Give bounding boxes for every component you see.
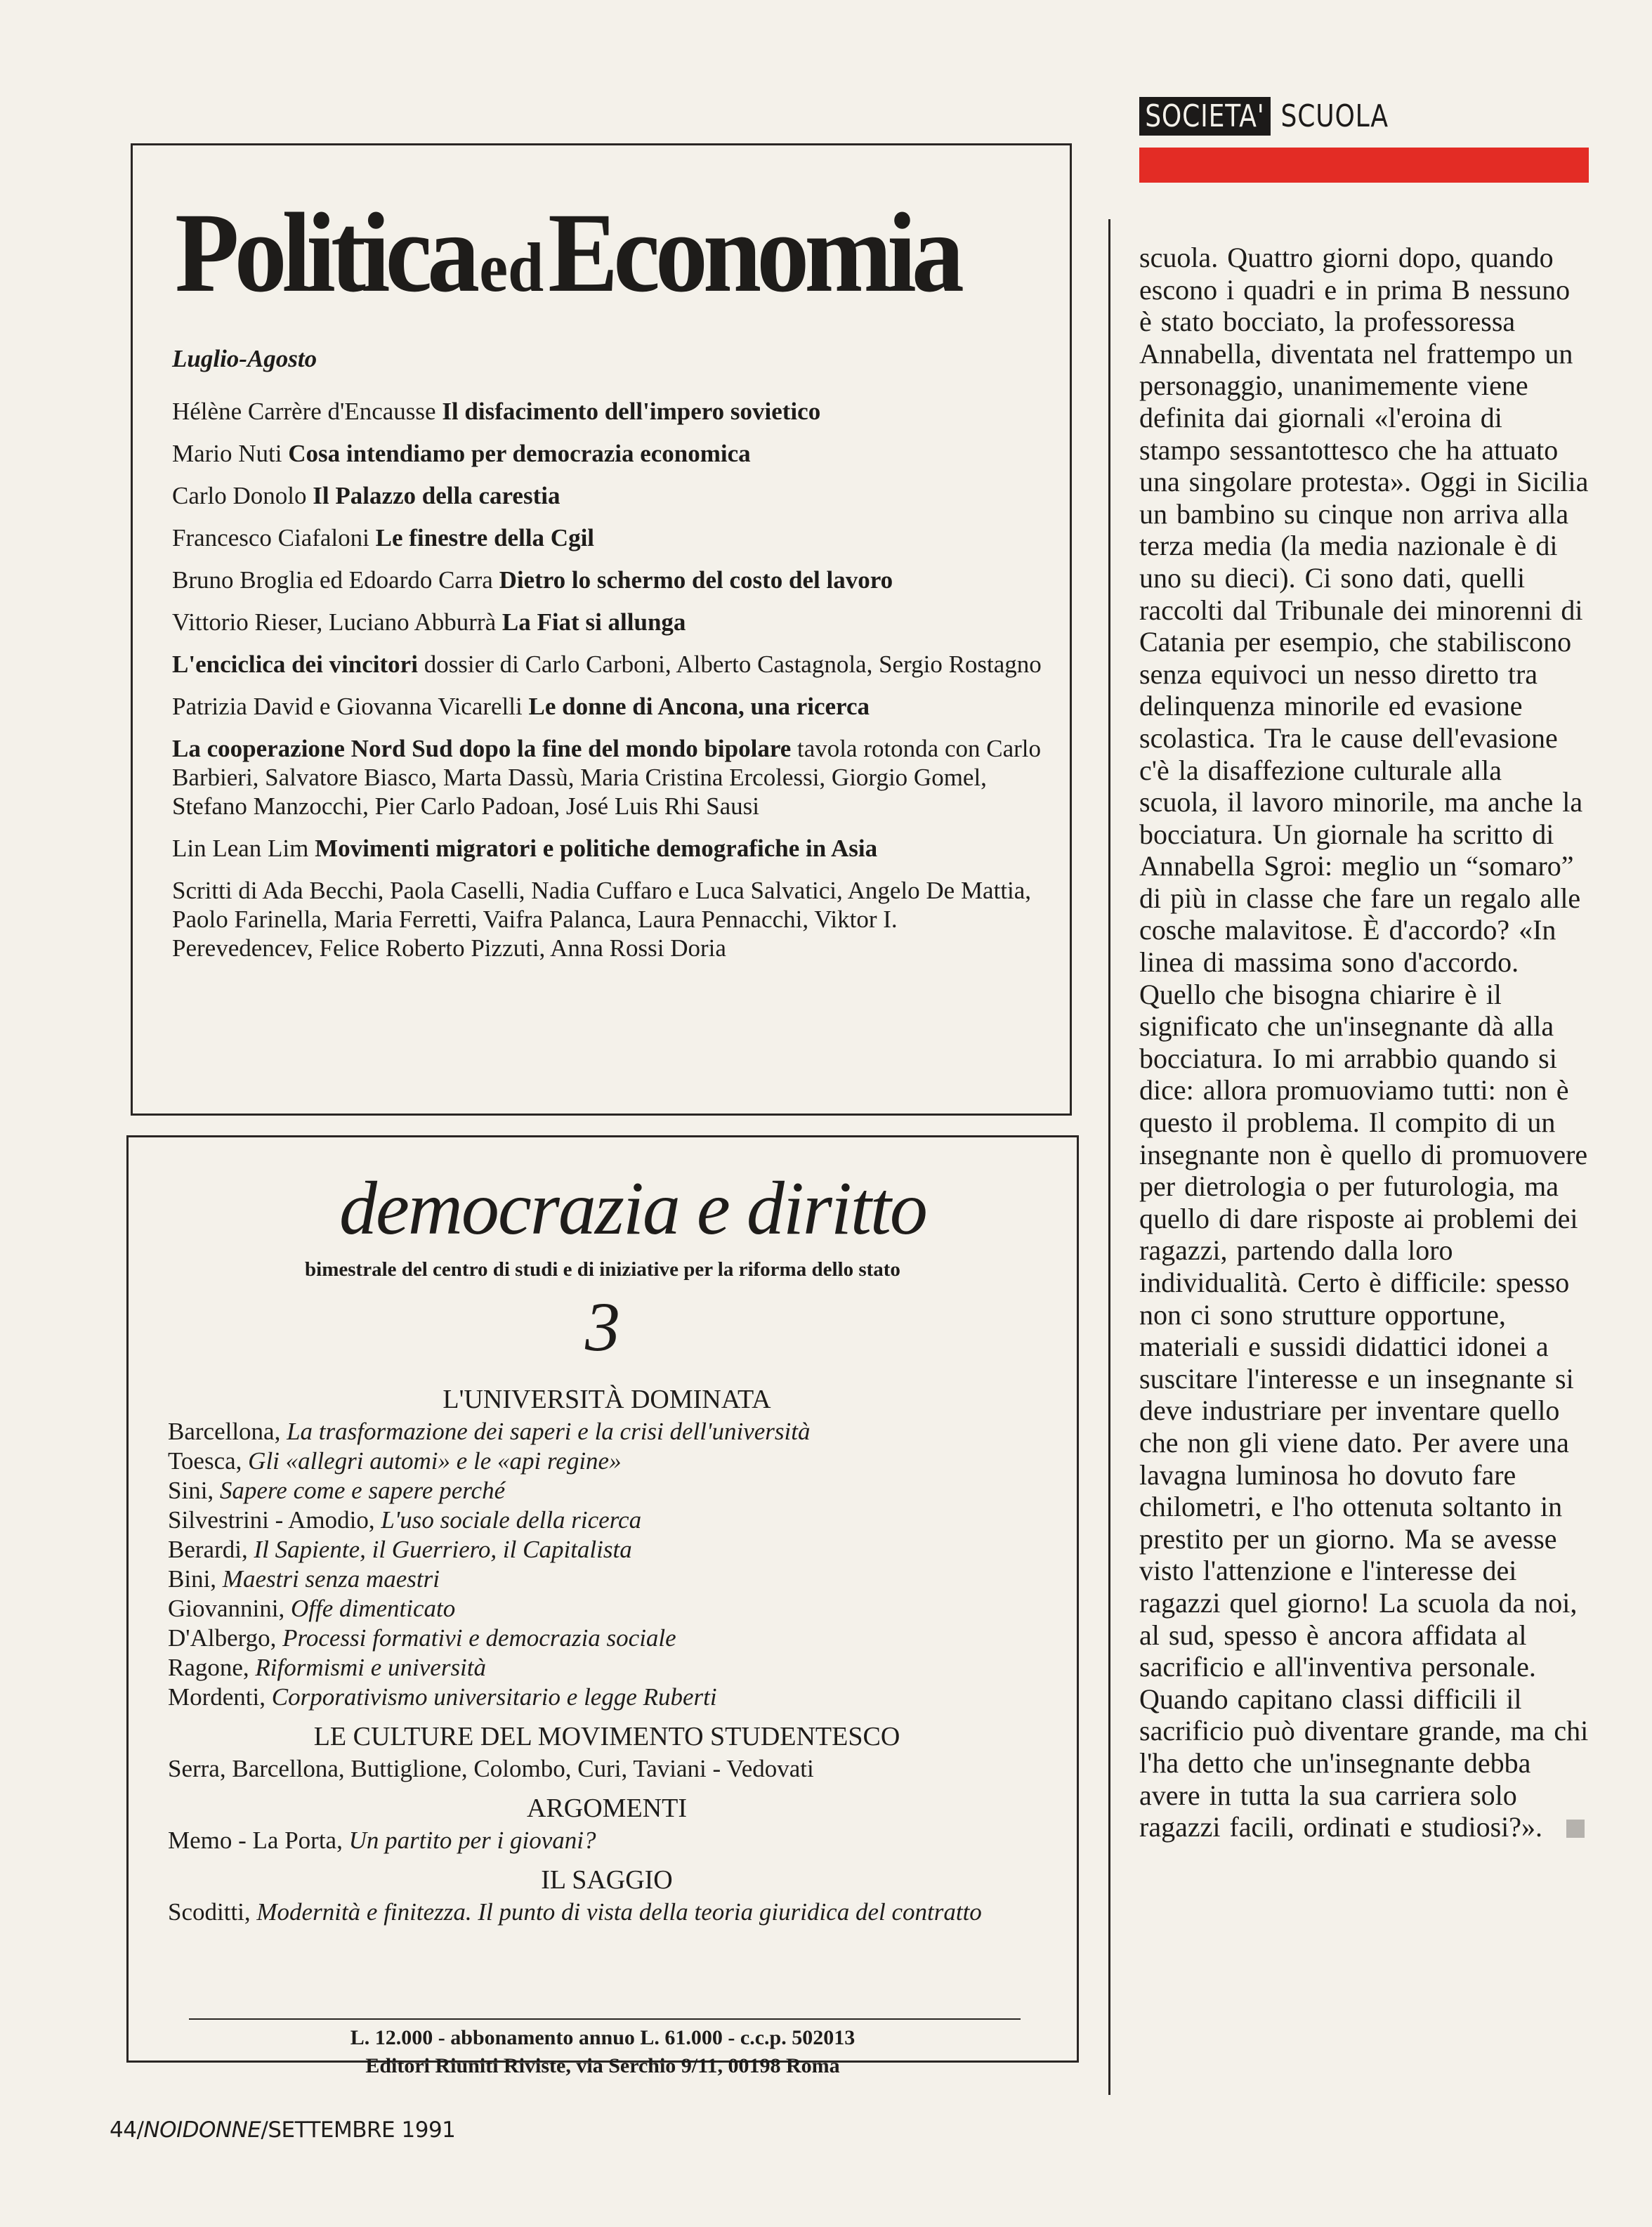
dd-section-heading: ARGOMENTI [527, 1794, 687, 1823]
list-item: Giovannini, Offe dimenticato [168, 1595, 456, 1622]
masthead-ed: ed [479, 228, 544, 306]
publisher-line: Editori Riuniti Riviste, via Serchio 9/11, 00198 Roma [365, 2054, 840, 2077]
list-item: L'enciclica dei vincitori dossier di Carlo Carboni, Alberto Castagnola, Sergio Rostagno [172, 651, 1042, 678]
section-label: SOCIETA' [1139, 97, 1271, 136]
dd-title: democrazia e diritto [339, 1167, 926, 1250]
contents-list [172, 344, 1043, 976]
list-item: Sini, Sapere come e sapere perché [168, 1477, 506, 1504]
dd-footer [129, 2024, 1077, 2080]
list-item: Francesco Ciafaloni Le finestre della Cgil [172, 524, 595, 551]
dd-section-heading: LE CULTURE DEL MOVIMENTO STUDENTESCO [313, 1722, 900, 1751]
issue-date: Luglio-Agosto [172, 345, 317, 372]
section-tag [1139, 97, 1389, 136]
dd-section-heading: IL SAGGIO [541, 1865, 673, 1895]
list-item: Hélène Carrère d'Encausse Il disfacimento dell'impero sovietico [172, 398, 821, 425]
page-number: 44/ [110, 2117, 144, 2143]
list-item: D'Albergo, Processi formativi e democrazia sociale [168, 1624, 676, 1652]
dd-subtitle: bimestrale del centro di studi e di iniziative per la riforma dello stato [305, 1258, 900, 1281]
price-line: L. 12.000 - abbonamento annuo L. 61.000 - c.c.p. 502013 [350, 2026, 855, 2049]
article-column [1139, 242, 1589, 1843]
list-item: Carlo Donolo Il Palazzo della carestia [172, 482, 560, 509]
list-item: Scritti di Ada Becchi, Paola Caselli, Nadia Cuffaro e Luca Salvatici, Angelo De Mattia, Paolo Farinella, Maria Ferretti, Vaifra Palanca, Laura Pennacchi, Viktor I. Perevedencev, Felice Roberto Pizzuti, Anna Rossi Doria [172, 877, 1032, 962]
end-mark-icon [1566, 1820, 1585, 1838]
list-item: Toesca, Gli «allegri automi» e le «api regine» [168, 1447, 622, 1475]
issue-date-footer: /SETTEMBRE 1991 [261, 2117, 456, 2143]
ad-democrazia-diritto [126, 1135, 1079, 2077]
ad-politica-economia [131, 143, 1072, 1116]
column-divider [1108, 219, 1110, 2095]
list-item: Silvestrini - Amodio, L'uso sociale della ricerca [168, 1506, 642, 1534]
page-footer [110, 2117, 455, 2143]
list-item: Barcellona, La trasformazione dei saperi e la crisi dell'università [168, 1418, 811, 1445]
list-item: Berardi, Il Sapiente, il Guerriero, il Capitalista [168, 1536, 632, 1563]
list-item: Lin Lean Lim Movimenti migratori e politiche demografiche in Asia [172, 835, 878, 862]
dd-contents [168, 1383, 1046, 1927]
list-item: Patrizia David e Giovanna Vicarelli Le donne di Ancona, una ricerca [172, 693, 870, 720]
list-item: Scoditti, Modernità e finitezza. Il punto di vista della teoria giuridica del contratto [168, 1898, 982, 1926]
magazine-name: NOIDONNE [143, 2117, 261, 2143]
list-item: Mario Nuti Cosa intendiamo per democrazia economica [172, 440, 751, 467]
masthead-right: Economia [548, 190, 959, 316]
list-item: Vittorio Rieser, Luciano Abburrà La Fiat si allunga [172, 608, 686, 636]
masthead-left: Politica [175, 190, 476, 316]
list-item: Bini, Maestri senza maestri [168, 1565, 440, 1593]
list-item: Memo - La Porta, Un partito per i giovani? [168, 1827, 596, 1854]
list-item: La cooperazione Nord Sud dopo la fine del mondo bipolare tavola rotonda con Carlo Barbieri, Salvatore Biasco, Marta Dassù, Maria Cristina Ercolessi, Giorgio Gomel, Stefano Manzocchi, Pier Carlo Padoan, José Luis Rhi Sausi [172, 735, 1041, 820]
dd-section-heading: L'UNIVERSITÀ DOMINATA [442, 1385, 771, 1414]
list-item: Ragone, Riformismi e università [168, 1654, 487, 1681]
subsection-label: SCUOLA [1280, 98, 1389, 134]
divider [189, 2018, 1021, 2020]
article-text: scuola. Quattro giorni dopo, quando escono i quadri e in prima B nessuno è stato bocciato, la professoressa Annabella, diventata nel frattempo un personaggio, unanimemente viene definita dai giornali «l'eroina di stampo sessantottesco che ha attuato una singolare protesta». Oggi in Sicilia un bambino su cinque non arriva alla terza media (la media nazionale è di uno su dieci). Ci sono dati, quelli raccolti dal Tribunale dei minorenni di Catania per esempio, che stabiliscono senza equivoci un nesso diretto tra delinquenza minorile ed evasione scolastica. Tra le cause dell'evasione c'è la disaffezione culturale alla scuola, il lavoro minorile, ma anche la bocciatura. Un giornale ha scritto di Annabella Sgroi: meglio un “somaro” di più in classe che fare un regalo alle cosche malavitose. È d'accordo? «In linea di massima sono d'accordo. Quello che bisogna chiarire è il significato che un'insegnante dà alla bocciatura. Io mi arrabbio quando si dice: allora promuoviamo tutti: non è questo il problema. Il compito di un insegnante non è quello di promuovere per dietrologia o per futurologia, ma quello di dare risposte ai problemi dei ragazzi, partendo dalla loro individualità. Certo è difficile: spesso non ci sono strutture opportune, materiali e sussidi didattici idonei a suscitare l'interesse e un insegnante si deve industriare per inventare quello che non gli viene dato. Per avere una lavagna luminosa ho dovuto fare chilometri, e l'ho ottenuta soltanto in prestito per un giorno. Ma se avesse visto l'attenzione e l'interesse dei ragazzi quel giorno! La scuola da noi, al sud, spesso è ancora affidata al sacrificio e all'inventiva personale. Quando capitano classi difficili il sacrificio può diventare grande, ma chi l'ha detto che un'insegnante debba avere in tutta la sua carriera solo ragazzi facili, ordinati e studiosi?». [1139, 242, 1589, 1843]
list-item: Bruno Broglia ed Edoardo Carra Dietro lo schermo del costo del lavoro [172, 566, 893, 594]
masthead [175, 188, 959, 318]
list-item: Mordenti, Corporativismo universitario e legge Ruberti [168, 1683, 717, 1711]
dd-issue-number: 3 [585, 1288, 620, 1366]
list-item: Serra, Barcellona, Buttiglione, Colombo, Curi, Taviani - Vedovati [168, 1755, 814, 1782]
accent-bar [1139, 148, 1589, 183]
